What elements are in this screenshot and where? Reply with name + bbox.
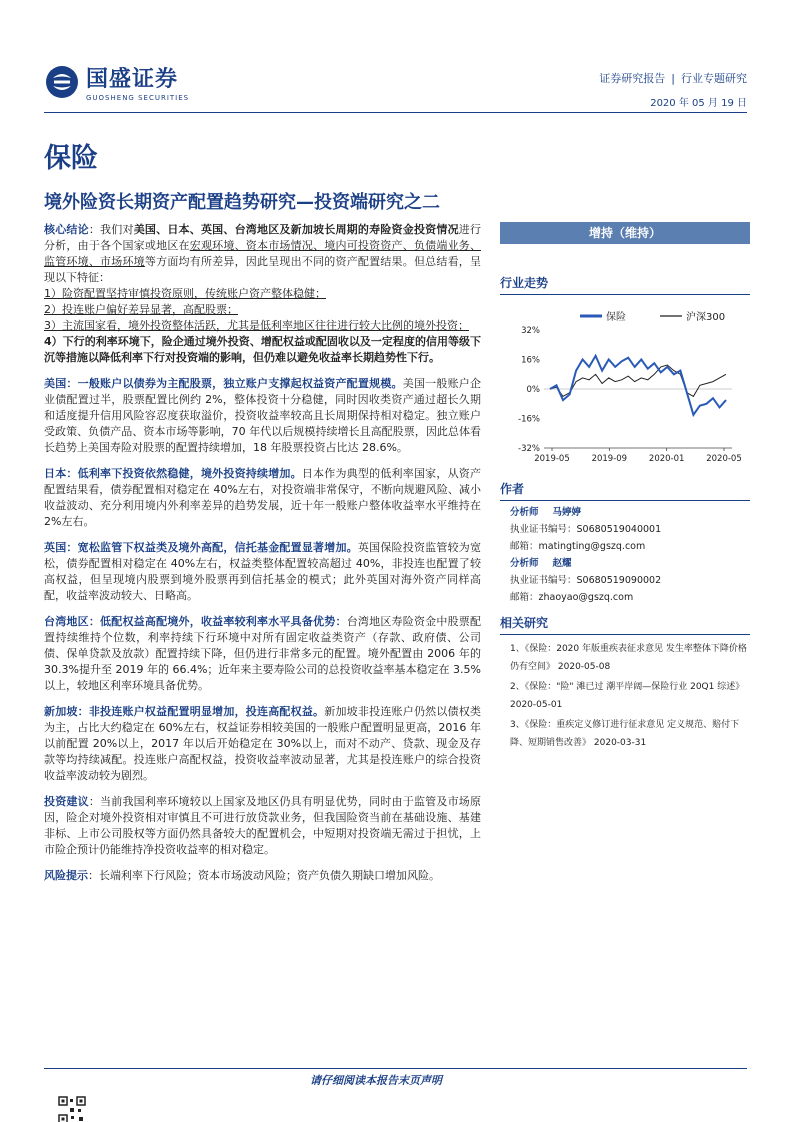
authors-heading: 作者 — [500, 480, 750, 501]
sg-body: 新加坡非投连账户仍然以债权类为主，占比大约稳定在 60%左右，权益证券相较美国的一般账户配置明显更高，2016 年以前配置 20%以上，2017 年以后开始稳定在 30%以上，而对不动产、贷款、现金及存款等均持续减配。投连账户高配权益，投资收益率波动显著，尤其是投连账户的综合投资收益率波动较为剧烈。 — [44, 705, 482, 782]
tw-heading: 台湾地区：低配权益高配境外，收益率较利率水平具备优势： — [44, 615, 347, 628]
conclusion-item-3: 3）主流国家看，境外投资整体活跃，尤其是低利率地区往往进行较大比例的境外投资； — [44, 319, 469, 332]
y-tick-label: 16% — [521, 355, 540, 366]
report-title: 境外险资长期资产配置趋势研究—投资端研究之二 — [44, 192, 440, 213]
risk-label: 风险提示 — [44, 869, 88, 882]
advice-body: ：当前我国利率环境较以上国家及地区仍具有明显优势，同时由于监管及市场原因，险企对境外投资相对审慎且不可进行放贷款业务，但我国险资当前在基础设施、基建非标、上市公司股权等方面仍然具备较大的配置机会，中短期对投资端无需过于担忧，上市险企预计仍能维持净投资收益率的相对稳定。 — [44, 795, 481, 856]
text-underline: 宏观环境、资本市场情况、境内可投资资产、负债端业务、监管环境、市场环境 — [44, 239, 482, 268]
advice-label: 投资建议 — [44, 795, 89, 808]
uk-body: 英国保险投资监管较为宽松，债券配置相对稳定在 40%左右，权益类整体配置较高超过 40%，非投连也配置了较高权益，但呈现境内股票到境外股票再到信托基金的模式；此外英国对海外资产同样高配，收益率波动较大、日略高。 — [44, 541, 482, 602]
main-content — [44, 222, 481, 894]
cert-number: S0680519090002 — [576, 575, 662, 586]
logo-name-en: GUOSHENG SECURITIES — [86, 94, 190, 102]
text: 等方面均有所差异，因此呈现出不同的资产配置结果。但总结看，呈现以下特征： — [44, 255, 482, 284]
y-tick-label: 0% — [526, 385, 540, 395]
report-date: 2020 年 05 月 19 日 — [650, 98, 747, 109]
author-name: 马婷婷 — [552, 507, 582, 518]
tw-section — [44, 614, 481, 694]
related-item-2[interactable] — [510, 678, 750, 714]
jp-body: 日本作为典型的低利率国家，从资产配置结果看，债券配置相对稳定在 40%左右，对投资端非常保守，不断向规避风险、减小收益波动、充分利用境内外利率差异的趋势发展，近十年一般账户整体收益率水平维持在 2%左右。 — [44, 467, 482, 528]
separator: | — [671, 72, 675, 85]
risk-section — [44, 868, 481, 884]
related-title: 3、《保险：重疾定义修订进行征求意见 定义规范、赔付下降、短期销售改善》 — [510, 720, 740, 748]
text: ：我们对 — [88, 223, 134, 236]
author-1-cert — [510, 521, 750, 538]
logo-name: 国盛证券 — [86, 67, 179, 92]
sidebar — [500, 222, 750, 748]
header-divider — [44, 112, 747, 113]
sg-section — [44, 704, 481, 784]
company-logo — [44, 62, 189, 102]
sg-heading: 新加坡：非投连账户权益配置明显增加，投连高配权益。 — [44, 705, 325, 718]
uk-heading: 英国：宽松监管下权益类及境外高配，信托基金配置显著增加。 — [44, 541, 358, 554]
us-body: 美国一般账户企业债配置过半，股票配置比例约 2%，整体投资十分稳健，同时因收类资产通过超长久期和适度提升信用风险容忍度获取溢价，投资收益率较高且长周期保持相对稳定。独立账户受政策、负债产品、资本市场等影响，70 年代以后规模持续增长且高配股票，因此总体看长趋势上美国寿险对股票的配置持续增加，18 年股票投资占比达 28.6%。 — [44, 377, 481, 454]
author-name: 赵耀 — [552, 558, 572, 569]
related-date: 2020-05-08 — [557, 662, 611, 672]
author-1 — [510, 504, 750, 521]
jp-heading: 日本：低利率下投资依然稳健，境外投资持续增加。 — [44, 467, 302, 480]
author-list — [510, 504, 750, 606]
sector-title: 保险 — [44, 143, 98, 174]
conclusion-item-2: 2）投连账户偏好差异显著，高配股票； — [44, 303, 238, 316]
rating-badge: 增持（维持） — [500, 222, 750, 244]
core-conclusion — [44, 222, 481, 366]
us-section — [44, 376, 481, 456]
tw-body: 台湾地区寿险资金中股票配置持续维持个位数，利率持续下行环境中对所有固定收益类资产（存款、政府债、公司债、保单贷款及放款）配置持续下降，但仍进行非常多元的配置。境外配置由 2006 年的 30.3%提升至 2019 年的 66.4%；近年来主要寿险公司的总投资收益率基本稳定在 3.5%以上，较地区利率环境具备优势。 — [44, 615, 482, 692]
text: 进行分析，由于各个国家或地区在 — [44, 223, 482, 252]
footer-disclaimer: 请仔细阅读本报告末页声明 — [310, 1074, 442, 1087]
jp-section — [44, 466, 481, 530]
related-item-1[interactable] — [510, 640, 750, 676]
related-title: 2、《保险："险" 滩已过 潮平岸阔—保险行业 20Q1 综述》 — [510, 682, 745, 692]
author-role: 分析师 — [510, 558, 539, 569]
author-2 — [510, 555, 750, 572]
cert-number: S0680519040001 — [576, 524, 662, 535]
y-tick-label: -16% — [518, 414, 540, 425]
email-link[interactable]: zhaoyao@gszq.com — [538, 592, 634, 603]
footer-divider — [44, 1068, 747, 1069]
us-heading: 美国：一般账户以债券为主配股票，独立账户支撑起权益资产配置规模。 — [44, 377, 403, 390]
risk-body: ：长端利率下行风险；资本市场波动风险；资产负债久期缺口增加风险。 — [88, 869, 440, 882]
related-title: 1、《保险：2020 年版重疾表征求意见 发生率整体下降价格仍有空间》 — [510, 644, 747, 672]
logo-icon — [44, 64, 80, 100]
x-tick-label: 2020-05 — [706, 454, 742, 464]
qr-code-icon — [58, 1096, 86, 1122]
conclusion-item-1: 1）险资配置坚持审慎投资原则，传统账户资产整体稳健； — [44, 287, 326, 300]
conclusion-item-4: 4）下行的利率环境下，险企通过境外投资、增配权益或配固收以及一定程度的信用等级下沉等措施以降低利率下行对投资端的影响，但仍难以避免收益率长期趋势性下行。 — [44, 335, 481, 364]
author-2-email — [510, 589, 750, 606]
trend-chart — [500, 306, 750, 474]
y-tick-label: 32% — [521, 326, 540, 336]
author-role: 分析师 — [510, 507, 539, 518]
author-1-email — [510, 538, 750, 555]
report-type-label: 证券研究报告 — [599, 72, 666, 85]
email-label: 邮箱： — [510, 541, 539, 552]
uk-section — [44, 540, 481, 604]
advice-section — [44, 794, 481, 858]
related-heading: 相关研究 — [500, 614, 750, 635]
related-date: 2020-03-31 — [593, 738, 647, 748]
y-tick-label: -32% — [518, 444, 540, 454]
related-list — [510, 640, 750, 754]
text-bold: 美国、日本、英国、台湾地区及新加坡长周期的寿险资金投资情况 — [133, 223, 459, 236]
report-category: 行业专题研究 — [681, 72, 747, 85]
legend-label: 保险 — [606, 312, 626, 323]
x-tick-label: 2019-05 — [534, 454, 570, 464]
author-2-cert — [510, 572, 750, 589]
related-item-3[interactable] — [510, 716, 750, 752]
related-date: 2020-05-01 — [510, 700, 563, 710]
trend-heading: 行业走势 — [500, 274, 750, 295]
core-label: 核心结论 — [44, 223, 89, 236]
email-link[interactable]: matingting@gszq.com — [538, 541, 646, 552]
cert-label: 执业证书编号： — [510, 575, 577, 586]
legend-label: 沪深300 — [686, 312, 726, 323]
cert-label: 执业证书编号： — [510, 524, 577, 535]
x-tick-label: 2019-09 — [591, 454, 628, 464]
x-tick-label: 2020-01 — [648, 454, 685, 464]
email-label: 邮箱： — [510, 592, 539, 603]
report-type — [599, 70, 747, 86]
